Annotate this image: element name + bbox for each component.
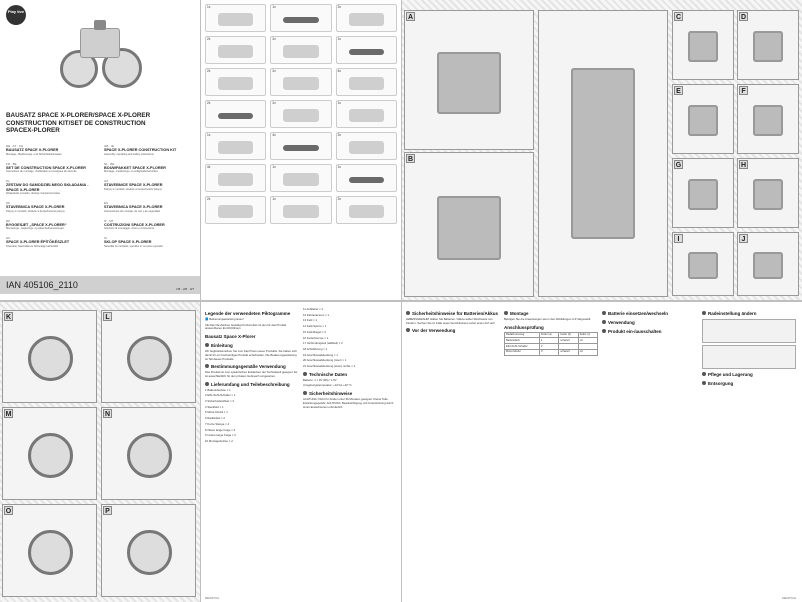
scope-item: 18 Achsführung × 1: [303, 346, 328, 351]
step-illustration: [688, 105, 718, 136]
page-indicator: 1/5 · 2/6 · 3/7: [176, 287, 194, 291]
section-heading: Legende der verwendeten Piktogramme: [205, 311, 291, 316]
part-illustration: [349, 177, 385, 184]
language-title: ZESTAW DO SAMODZIELNEGO SKŁADANIA - SPACE X-PLORER: [6, 183, 89, 192]
scope-item: 21 Anschlussabdeckung (einer) rechts × 1: [303, 364, 356, 369]
paragraph: Befolgen Sie die Anweisungen wie in den Abbildungen A-P dargestellt.: [504, 317, 592, 321]
scope-item: 2 EIN-/AUS-Schalter × 1: [205, 393, 236, 398]
part-quantity: 2x: [207, 101, 211, 105]
language-entry: [104, 201, 196, 213]
part-item: [336, 68, 397, 96]
part-quantity: 1x: [207, 133, 211, 137]
assembly-step-m: [2, 407, 97, 500]
table-cell: Batteriefach: [505, 338, 540, 344]
language-list: [6, 144, 196, 248]
part-illustration: [349, 205, 385, 218]
part-quantity: 2x: [207, 37, 211, 41]
step-label: H: [740, 162, 747, 169]
part-quantity: 1x: [207, 5, 211, 9]
bullet-icon: [702, 311, 706, 315]
scope-item: 16 Federbremse × 1: [303, 335, 329, 340]
part-quantity: 1x: [272, 165, 276, 169]
language-title: SPACE X-PLORER CONSTRUCTION KIT: [104, 148, 177, 152]
steps-page-a-j: [402, 0, 802, 300]
manual-page-1: [201, 302, 401, 602]
manual-column-2: [303, 308, 397, 411]
table-header: Feder (b): [559, 332, 578, 338]
legend-item: CE Das CE-Zeichen bestätigt Konformität mit den für das Produkt anwendbaren EU-Richtlinien: [205, 322, 287, 331]
part-item: [205, 4, 266, 32]
step-label: A: [407, 14, 414, 21]
section-heading: [702, 372, 796, 378]
part-quantity: 2x: [337, 133, 342, 137]
language-subtitle: Pokyny k montáži, obsluhe a bezpečnostné pokyny: [6, 209, 65, 213]
scope-item: 14 Feld-Sperre × 1: [303, 324, 327, 329]
scope-item: 9 Untere lange Feige × 2: [205, 433, 236, 438]
part-quantity: 1x: [337, 37, 342, 41]
ian-number: IAN 405106_2110: [0, 276, 200, 294]
table-cell: rot: [578, 349, 597, 355]
part-illustration: [283, 145, 319, 152]
step-illustration: [753, 105, 783, 136]
paragraph: Wir beglückwünschen Sie zum Kauf Ihres neuen Produkts. Sie haben sich damit für ein hochwertiges Produkt entschieden. Die Bedienungsanleitung ist Teil dieses Produkts.: [205, 349, 297, 361]
part-item: [270, 4, 331, 32]
part-quantity: 4x: [207, 165, 211, 169]
step-illustration: [571, 68, 635, 239]
step-illustration: [437, 196, 501, 260]
part-item: [205, 164, 266, 192]
part-quantity: 2x: [337, 197, 342, 201]
bullet-icon: [406, 311, 410, 315]
step-label: N: [104, 411, 111, 418]
scope-item: 11 Aufkleber × 1: [303, 307, 324, 311]
scope-item: 20 Anschlussabdeckung (roter) × 1: [303, 358, 347, 363]
section-heading-text: Verwendung: [608, 320, 635, 325]
part-illustration: [349, 141, 385, 154]
section-heading-text: Sicherheitshinweise: [309, 391, 353, 397]
language-entry: [104, 144, 196, 156]
language-codes: DE · AT · CH: [6, 144, 24, 148]
language-title: BYGGESÆT „SPACE X-PLORER“: [6, 222, 67, 227]
step-label: E: [674, 86, 683, 95]
assembly-step-c: [672, 10, 734, 80]
step-illustration: [753, 252, 783, 280]
manual-column-5: [602, 308, 696, 336]
section-heading: [406, 328, 500, 334]
part-illustration: [349, 109, 385, 122]
language-entry: [104, 236, 196, 248]
step-label: D: [740, 14, 747, 21]
part-item: [270, 196, 331, 224]
scope-item: 4 Steckfeld × 1: [205, 404, 224, 409]
language-codes: CZ: [104, 179, 108, 183]
part-illustration: [283, 77, 319, 90]
product-image: [50, 20, 150, 105]
assembly-step-k: [2, 310, 97, 403]
bullet-icon: [504, 311, 508, 315]
table-cell: rot: [578, 338, 597, 344]
part-item: [336, 100, 397, 128]
wheel-setting-figure: [702, 319, 796, 343]
legend-item: 📘 Bedienungsanleitung lesen!: [205, 317, 244, 321]
language-title: COSTRUZIONI SPACE X-PLORER: [104, 222, 165, 227]
part-item: [270, 68, 331, 96]
assembly-step-i: [672, 232, 734, 296]
language-subtitle: Assembly, operating and safety instructions: [104, 152, 154, 156]
assembly-step-h: [737, 158, 799, 228]
brand-logo: [6, 5, 26, 25]
part-illustration: [283, 45, 319, 58]
step-illustration: [688, 179, 718, 210]
scope-item: 13 Feld × 1: [303, 318, 318, 323]
part-item: [205, 100, 266, 128]
step-label: G: [675, 162, 682, 169]
part-illustration: [283, 205, 319, 218]
wheel-illustration: [127, 433, 172, 478]
scope-item: 5 Motor-Modul × 1: [205, 410, 228, 415]
section-heading: Anschlussprüfung: [504, 324, 544, 330]
section-heading-text: Produkt ein-/ausschalten: [608, 329, 662, 334]
part-quantity: 2x: [272, 101, 276, 105]
bullet-icon: [303, 391, 307, 395]
language-subtitle: Montage-, Bedienungs- und Sicherheitshinweise: [6, 152, 62, 156]
table-cell: 1: [539, 338, 558, 344]
step-label: I: [674, 234, 683, 243]
part-item: [336, 132, 397, 160]
part-item: [336, 164, 397, 192]
section-heading: [602, 329, 696, 335]
assembly-step-l: [101, 310, 196, 403]
language-entry: [6, 162, 98, 174]
kit-title: [6, 112, 194, 135]
language-entry: [6, 144, 98, 156]
section-heading-text: Pflege und Lagerung: [708, 372, 753, 377]
manual-column-4: [504, 308, 598, 356]
table-cell: schwarz: [559, 349, 578, 355]
part-item: [205, 36, 266, 64]
step-label: M: [5, 411, 12, 418]
part-illustration: [349, 49, 385, 56]
step-label: F: [739, 86, 748, 95]
section-heading: [702, 311, 796, 317]
part-quantity: 1x: [272, 197, 276, 201]
page-footer: DE/AT/CH: [205, 596, 219, 600]
part-item: [270, 36, 331, 64]
page-footer: DE/AT/CH: [782, 596, 796, 600]
language-subtitle: Monterings-, betjenings- og sikkerhedsanvisninger: [6, 227, 64, 230]
part-quantity: 1x: [272, 5, 276, 9]
section-heading-text: Lieferumfang und Teilebeschreibung: [211, 381, 290, 387]
cover-page: [0, 0, 200, 300]
part-item: [270, 100, 331, 128]
table-header: Feder (a): [539, 332, 558, 338]
connection-table: [504, 332, 598, 356]
table-cell: Motor-Modul: [505, 349, 540, 355]
title-line: CONSTRUCTION KIT/SET DE CONSTRUCTION: [6, 119, 146, 127]
part-quantity: 1x: [337, 101, 342, 105]
section-heading-text: Batterie einsetzen/wechseln: [608, 311, 669, 316]
language-subtitle: Wskazówki montażu, obsługi i bezpieczeństwa: [6, 192, 60, 195]
part-item: [336, 36, 397, 64]
language-codes: PL: [6, 179, 10, 183]
legend-text: Das CE-Zeichen bestätigt Konformität mit den für das Produkt anwendbaren EU-Richtlinien: [205, 322, 287, 331]
language-codes: FR · BE: [6, 161, 17, 166]
assembly-step-j: [737, 232, 799, 296]
language-entry: [104, 219, 196, 231]
language-title: BOUWPAKKET SPACE X-PLORER: [104, 165, 166, 170]
scope-item: 19 Anschlussabdeckung × 1: [303, 352, 338, 357]
tech-value: Batterie: 1 × 9V (R6) / 1,5V: [303, 377, 337, 382]
assembly-step-o: [2, 504, 97, 597]
assembly-step-b: [404, 152, 534, 297]
bullet-icon: [205, 343, 209, 347]
assembly-step-n: [101, 407, 196, 500]
tech-value: Umgebungstemperatur: +10 bis +40 °C: [303, 383, 352, 388]
legend-text: Bedienungsanleitung lesen!: [209, 317, 244, 321]
assembly-step-d: [737, 10, 799, 80]
section-heading: [303, 372, 397, 378]
steps-page-k-p: [0, 302, 200, 602]
part-quantity: 2x: [207, 69, 211, 73]
robot-body: [80, 28, 120, 58]
part-illustration: [283, 173, 319, 186]
section-heading-text: Vor der Verwendung: [412, 328, 456, 334]
manual-column-3: [406, 308, 500, 335]
parts-page: [201, 0, 401, 300]
table-header: Feder (c): [578, 332, 597, 338]
bullet-icon: [406, 328, 410, 332]
section-heading-text: Sicherheitshinweise für Batterien/Akkus: [412, 311, 499, 316]
step-label: L: [103, 312, 112, 321]
wheel-illustration: [127, 336, 172, 381]
parts-grid: [205, 4, 397, 292]
paragraph: LEBENSGEFAHR! Halten Sie Batterien / Akkus außer Reichweite von Kindern. Suchen Sie im Falle eines Verschluckens sofort einen Arzt auf!: [406, 317, 495, 325]
section-heading-text: Montage: [510, 311, 529, 316]
scope-item: 6 Radwinkel × 2: [205, 416, 225, 421]
title-line: SPACEX-PLORER: [6, 127, 60, 134]
scope-item: 3 Sicherheitsstiftset × 2: [205, 399, 234, 404]
step-illustration: [688, 31, 718, 62]
bullet-icon: [205, 364, 209, 368]
paragraph: ACHTUNG: Nicht für Kinder unter 36 Monaten geeignet. Kleine Teile. Erstickungsgefahr. ACHTUNG: Beaufsichtigung und Unterstützung durch einen Erwachsenen erforderlich.: [303, 397, 394, 409]
language-entry: [6, 219, 98, 231]
language-title: STAVEBNICE SPACE X-PLORER: [104, 183, 163, 187]
language-entry: [6, 236, 98, 248]
step-illustration: [437, 52, 501, 114]
section-heading-text: Bestimmungsgemäße Verwendung: [211, 364, 286, 370]
assembly-step-g: [672, 158, 734, 228]
part-quantity: 2x: [337, 5, 342, 9]
language-codes: DK: [6, 218, 11, 223]
bullet-icon: [602, 320, 606, 324]
language-codes: IT · MT: [104, 218, 114, 223]
section-heading: [602, 311, 696, 317]
paragraph: Das Produkt ist zum spielerischen Entdecken der Technikwelt geeignet. Es ist ausschließlich für den privaten Gebrauch vorgesehen.: [205, 370, 298, 378]
language-entry: [6, 201, 98, 213]
table-cell: schwarz: [559, 338, 578, 344]
bullet-icon: [205, 382, 209, 386]
scope-item: 1 Batteriebuchse × 1: [205, 387, 231, 392]
section-heading: [702, 381, 796, 387]
part-quantity: 4x: [272, 133, 276, 137]
bullet-icon: [702, 372, 706, 376]
wheel-illustration: [28, 530, 73, 575]
language-codes: NL · BE: [104, 161, 115, 166]
part-illustration: [218, 205, 254, 218]
language-codes: ES: [104, 201, 109, 205]
language-entry: [104, 179, 196, 195]
manual-column-6: [702, 308, 796, 388]
language-title: SKLOP SPACE X-PLORER: [104, 240, 152, 244]
part-item: [336, 4, 397, 32]
bullet-icon: [602, 311, 606, 315]
step-label: J: [739, 234, 748, 243]
language-entry: [104, 162, 196, 174]
step-illustration: [688, 252, 718, 280]
part-item: [205, 196, 266, 224]
part-quantity: 2x: [207, 197, 211, 201]
language-subtitle: Pokyny k montáži, obsluze a bezpečnostní pokyny: [104, 187, 162, 191]
language-subtitle: Instrucciones de montaje, de uso y de seguridad: [104, 209, 160, 213]
language-title: SET DE CONSTRUCTION SPACE X-PLORER: [6, 165, 86, 170]
language-subtitle: Szerelési, használati és biztonsági tudnivalók: [6, 244, 59, 248]
language-codes: GB · IE: [104, 144, 114, 148]
part-quantity: 1x: [337, 165, 342, 169]
part-item: [270, 132, 331, 160]
robot-head: [94, 20, 106, 30]
section-heading-text: Entsorgung: [708, 381, 734, 386]
step-label: B: [407, 156, 414, 163]
scope-item: 7 Kurze Stange × 4: [205, 421, 230, 426]
part-illustration: [283, 109, 319, 122]
assembly-step-e: [672, 84, 734, 154]
bullet-icon: [702, 381, 706, 385]
section-heading: [205, 382, 299, 388]
step-label: K: [5, 314, 12, 321]
scope-item: 8 Obere lange Feige × 2: [205, 427, 236, 432]
part-item: [336, 196, 397, 224]
language-subtitle: Instructions de montage, d'utilisation et consignes de sécurité: [6, 170, 77, 173]
language-subtitle: Navodila za montažo, uporabo in za varno uporabo: [104, 244, 163, 248]
language-codes: SI: [104, 236, 107, 240]
section-heading-text: Einleitung: [211, 343, 233, 349]
language-title: STAVEBNICA SPACE X-PLORER: [6, 205, 65, 209]
part-illustration: [218, 13, 254, 26]
manual-page-2: [402, 302, 802, 602]
assembly-step-p: [101, 504, 196, 597]
wheel-illustration: [28, 336, 73, 381]
language-codes: HU: [6, 236, 11, 240]
language-title: SPACE X-PLORER ÉPÍTŐKÉSZLET: [6, 240, 70, 244]
part-illustration: [218, 173, 254, 186]
part-illustration: [349, 13, 385, 26]
manual-column-1: [205, 308, 299, 446]
table-cell: EIN-/AUS-Schalter: [505, 344, 540, 350]
scope-list: [205, 389, 299, 444]
scope-item: 12 Fahrantennen × 1: [303, 312, 330, 317]
part-illustration: [218, 141, 254, 154]
part-illustration: [283, 17, 319, 24]
part-illustration: [218, 77, 254, 90]
title-line: BAUSATZ SPACE X-PLORER/SPACE X-PLORER: [6, 112, 151, 119]
language-subtitle: Montage-, bedienings- en veiligheidsinstructies: [104, 170, 158, 173]
step-label: P: [103, 506, 112, 515]
scope-item: 17 Verbindungsteil (Halbteil) × 2: [303, 341, 343, 346]
part-illustration: [349, 77, 385, 90]
part-quantity: 2x: [272, 69, 276, 73]
section-heading: [602, 320, 696, 326]
assembly-detail-area: [538, 10, 668, 297]
language-title: STAVEBNICA SPACE X-PLORER: [104, 205, 163, 209]
product-name: Bausatz Space X-Plorer: [205, 334, 256, 340]
step-illustration: [753, 31, 783, 62]
wheel-illustration: [127, 530, 172, 575]
language-title: BAUSATZ SPACE X-PLORER: [6, 148, 59, 152]
step-label: C: [675, 14, 682, 21]
wheel-illustration: [28, 433, 73, 478]
scope-item: 10 Montagebolzen × 2: [205, 438, 233, 443]
bullet-icon: [303, 372, 307, 376]
section-heading-text: Technische Daten: [309, 371, 348, 377]
assembly-step-a: [404, 10, 534, 150]
step-label: O: [5, 508, 12, 515]
section-heading-text: Radeinstellung ändern: [708, 311, 757, 316]
part-quantity: 2x: [272, 37, 276, 41]
part-item: [205, 68, 266, 96]
language-entry: [6, 179, 98, 195]
scope-item: 15 Feld-Riegel × 2: [303, 329, 326, 334]
part-quantity: 4x: [337, 69, 342, 73]
table-header: Radabmessung: [505, 332, 540, 338]
part-illustration: [218, 113, 254, 120]
assembly-step-f: [737, 84, 799, 154]
part-item: [270, 164, 331, 192]
language-codes: SK: [6, 201, 11, 205]
language-subtitle: Istruzioni di montaggio, d'uso e di sicurezza: [104, 227, 155, 230]
table-cell: 3: [539, 349, 558, 355]
part-illustration: [218, 45, 254, 58]
scope-list: [303, 308, 397, 369]
part-item: [205, 132, 266, 160]
table-cell: 2: [539, 344, 558, 350]
step-illustration: [753, 179, 783, 210]
table-row: [505, 349, 598, 355]
bullet-icon: [602, 329, 606, 333]
wheel-setting-figure: [702, 345, 796, 369]
brand-logo-text: Play tive: [7, 9, 25, 14]
